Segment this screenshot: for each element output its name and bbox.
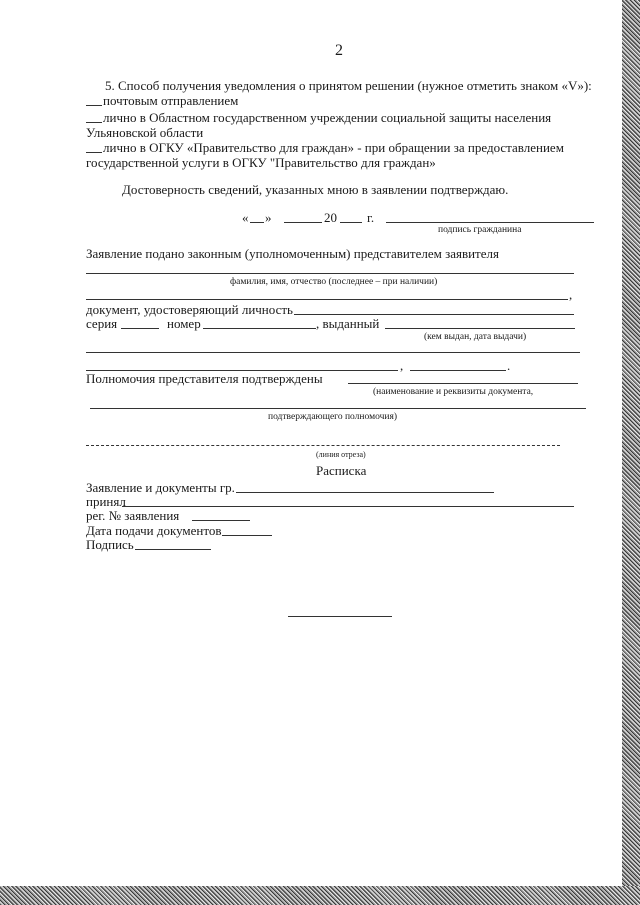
year-suffix: г. <box>367 210 375 225</box>
option-mail: почтовым отправлением <box>103 93 239 108</box>
option-mfc-line1: лично в ОГКУ «Правительство для граждан» - при обращении за предоставлением <box>103 140 564 155</box>
date-year-field[interactable] <box>340 222 362 223</box>
id-document-label: документ, удостоверяющий личность <box>86 302 293 317</box>
receipt-date-label: Дата подачи документов <box>86 523 222 538</box>
scan-bottom-edge <box>0 886 640 905</box>
checkbox-line-mail[interactable] <box>86 105 102 106</box>
page-number: 2 <box>335 42 343 59</box>
citizen-signature-field[interactable] <box>386 222 594 223</box>
receipt-reg-label: рег. № заявления <box>86 508 180 523</box>
receipt-signature-field[interactable] <box>135 549 211 550</box>
number-field[interactable] <box>203 328 316 329</box>
authority-document-field[interactable] <box>348 383 578 384</box>
id-document-field[interactable] <box>294 314 574 315</box>
authority-caption-1: (наименование и реквизиты документа, <box>373 387 534 397</box>
receipt-date-field[interactable] <box>222 535 272 536</box>
series-label: серия <box>86 316 118 331</box>
scan-right-edge <box>622 0 640 905</box>
issued-by-field-3b[interactable] <box>410 370 506 371</box>
signature-caption: подпись гражданина <box>438 225 522 235</box>
issued-label: , выданный <box>316 316 380 331</box>
issued-by-field-2[interactable] <box>86 352 580 353</box>
fio-comma: , <box>569 287 573 302</box>
receipt-citizen-name-field[interactable] <box>236 492 494 493</box>
date-close-quote: » <box>265 210 272 225</box>
date-day-field[interactable] <box>250 222 264 223</box>
receipt-signature-label: Подпись <box>86 537 134 552</box>
number-label: номер <box>167 316 201 331</box>
cut-line-caption: (линия отреза) <box>316 450 366 459</box>
authority-caption-2: подтверждающего полномочия) <box>268 412 397 422</box>
issued-by-field[interactable] <box>385 328 575 329</box>
receipt-accepted-field[interactable] <box>122 506 574 507</box>
authority-document-field-2[interactable] <box>90 408 586 409</box>
date-open-quote: « <box>242 210 249 225</box>
receipt-docs-label: Заявление и документы гр. <box>86 480 235 495</box>
date-month-field[interactable] <box>284 222 322 223</box>
cut-line <box>86 445 560 446</box>
series-field[interactable] <box>121 328 159 329</box>
receipt-title: Расписка <box>316 463 367 478</box>
issued-end-dot: . <box>507 358 511 373</box>
checkbox-line-office[interactable] <box>86 122 102 123</box>
confirmation-text: Достоверность сведений, указанных мною в заявлении подтверждаю. <box>122 182 509 197</box>
issued-caption: (кем выдан, дата выдачи) <box>424 332 527 342</box>
checkbox-line-mfc[interactable] <box>86 152 102 153</box>
option-mfc-line2: государственной услуги в ОГКУ "Правительство для граждан» <box>86 155 436 170</box>
representative-fio-field-2[interactable] <box>86 299 568 300</box>
option-office-line2: Ульяновской области <box>86 125 204 140</box>
fio-caption: фамилия, имя, отчество (последнее – при наличии) <box>230 277 438 287</box>
option-office-line1: лично в Областном государственном учреждении социальной защиты населения <box>103 110 552 125</box>
authority-label: Полномочия представителя подтверждены <box>86 371 323 386</box>
issued-sep-comma: , <box>400 358 404 373</box>
notice-title: 5. Способ получения уведомления о принятом решении (нужное отметить знаком «V»): <box>105 78 592 93</box>
receipt-accepted-label: принял <box>86 494 126 509</box>
year-prefix: 20 <box>324 210 337 225</box>
representative-heading: Заявление подано законным (уполномоченным) представителем заявителя <box>86 246 499 261</box>
receipt-reg-number-field[interactable] <box>192 520 250 521</box>
representative-fio-field[interactable] <box>86 273 574 274</box>
closing-divider <box>288 616 392 617</box>
